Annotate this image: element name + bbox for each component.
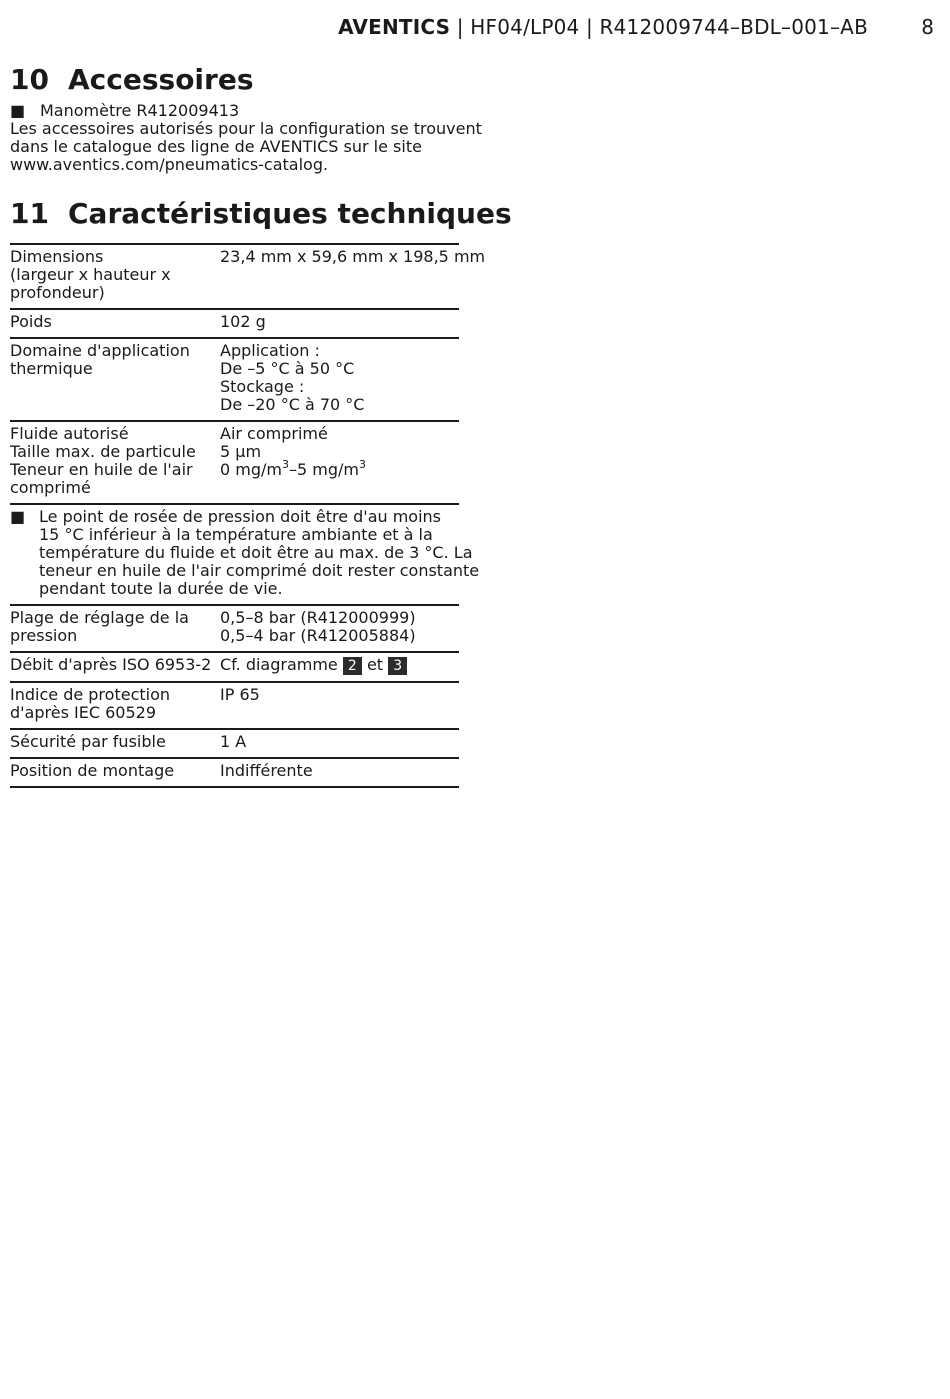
oil-content-value: [220, 457, 459, 479]
spec-value-line: 0,5–8 bar (R412000999): [220, 608, 416, 627]
spec-value-line: Application :: [220, 341, 320, 360]
spec-row-protection: [10, 681, 459, 728]
section-number: 10: [10, 63, 49, 96]
spec-key: [10, 686, 220, 722]
header-separator: |: [450, 15, 471, 39]
spec-key-line: pression: [10, 626, 78, 645]
flow-middle: et: [361, 655, 389, 674]
spec-value: [220, 686, 459, 722]
spec-value-line: De –5 °C à 50 °C: [220, 359, 355, 378]
note-line: teneur en huile de l'air comprimé doit rester constante: [39, 561, 480, 580]
header-separator: |: [579, 15, 600, 39]
diagram-ref-badge: 2: [343, 657, 362, 675]
spec-key-line: Teneur en huile de l'air: [10, 460, 193, 479]
section-heading-specs: [10, 197, 512, 231]
section-heading-accessories: [10, 63, 254, 97]
paragraph-line: dans le catalogue des ligne de AVENTICS sur le site: [10, 137, 422, 156]
spec-value: [220, 248, 485, 302]
spec-key-line: thermique: [10, 359, 93, 378]
oil-max: –5 mg/m: [288, 460, 359, 479]
accessory-item: Manomètre R412009413: [40, 101, 240, 120]
spec-value-line: Indifférente: [220, 761, 313, 780]
superscript: 3: [281, 457, 289, 471]
model-name: HF04/LP04: [470, 15, 580, 39]
spec-row-dimensions: [10, 243, 486, 308]
spec-key-line: Position de montage: [10, 761, 175, 780]
spec-value-line: 102 g: [220, 312, 266, 331]
note-line: Le point de rosée de pression doit être d'au moins: [39, 507, 442, 526]
spec-key: [10, 248, 220, 302]
superscript: 3: [358, 457, 366, 471]
note-line: pendant toute la durée de vie.: [39, 579, 283, 598]
note-line: 15 °C inférieur à la température ambiante et à la: [39, 525, 433, 544]
spec-key: [10, 656, 220, 675]
paragraph-line: www.aventics.com/pneumatics-catalog.: [10, 155, 329, 174]
spec-value-line: 1 A: [220, 732, 247, 751]
spec-value: [220, 609, 459, 645]
spec-key-line: (largeur x hauteur x: [10, 265, 171, 284]
spec-key-line: d'après IEC 60529: [10, 703, 156, 722]
accessory-bullet: [10, 102, 460, 120]
brand-name: AVENTICS: [338, 15, 451, 39]
spec-value: [220, 425, 459, 497]
bullet-square-icon: ■: [10, 507, 26, 526]
spec-value-line: Stockage :: [220, 377, 305, 396]
spec-value-line: De –20 °C à 70 °C: [220, 395, 365, 414]
page-number: 8: [921, 15, 934, 39]
spec-key-line: Sécurité par fusible: [10, 732, 166, 751]
spec-key-line: profondeur): [10, 283, 105, 302]
spec-key-line: Dimensions: [10, 247, 104, 266]
spec-value-line: 23,4 mm x 59,6 mm x 198,5 mm: [220, 247, 486, 266]
spec-key: [10, 313, 220, 331]
section-title: Accessoires: [68, 63, 254, 96]
spec-table: [10, 243, 486, 788]
spec-key-line: Poids: [10, 312, 52, 331]
spec-row-temperature: [10, 337, 459, 420]
note-text: [39, 508, 479, 598]
spec-key-line: Plage de réglage de la: [10, 608, 189, 627]
spec-key: [10, 425, 220, 497]
spec-row-fluid: [10, 420, 459, 503]
dew-point-note: [10, 503, 480, 604]
section-title: Caractéristiques techniques: [68, 197, 512, 230]
spec-row-weight: [10, 308, 459, 337]
spec-value-line: IP 65: [220, 685, 260, 704]
spec-value-line: Air comprimé: [220, 424, 328, 443]
spec-row-flow: [10, 651, 459, 681]
spec-value: [220, 313, 459, 331]
spec-row-fuse: [10, 728, 459, 757]
spec-value-line: [220, 656, 459, 675]
document-number: R412009744–BDL–001–AB: [599, 15, 868, 39]
spec-key-line: Domaine d'application: [10, 341, 190, 360]
spec-value: [220, 733, 459, 751]
spec-key: [10, 342, 220, 414]
flow-prefix: Cf. diagramme: [220, 655, 343, 674]
spec-value-line: 0,5–4 bar (R412005884): [220, 626, 416, 645]
spec-key: [10, 762, 220, 780]
spec-row-mounting: [10, 757, 459, 788]
spec-value: [220, 342, 459, 414]
spec-row-pressure-range: [10, 604, 459, 651]
spec-key: [10, 733, 220, 751]
spec-key-line: Débit d'après ISO 6953-2: [10, 655, 212, 674]
spec-key-line: Fluide autorisé: [10, 424, 129, 443]
paragraph-line: Les accessoires autorisés pour la configuration se trouvent: [10, 119, 482, 138]
spec-value-line: 5 µm: [220, 442, 262, 461]
spec-key: [10, 609, 220, 645]
diagram-ref-badge: 3: [388, 657, 407, 675]
page-header: [0, 12, 950, 42]
header-doc-line: [338, 12, 868, 42]
spec-value: [220, 762, 459, 780]
section-number: 11: [10, 197, 49, 230]
oil-min: 0 mg/m: [220, 460, 282, 479]
accessories-paragraph: [10, 119, 482, 174]
spec-key-line: Taille max. de particule: [10, 442, 196, 461]
note-line: température du fluide et doit être au max. de 3 °C. La: [39, 543, 473, 562]
bullet-square-icon: ■: [10, 101, 26, 120]
spec-key-line: comprimé: [10, 478, 91, 497]
spec-key-line: Indice de protection: [10, 685, 171, 704]
spec-value: [220, 656, 459, 675]
